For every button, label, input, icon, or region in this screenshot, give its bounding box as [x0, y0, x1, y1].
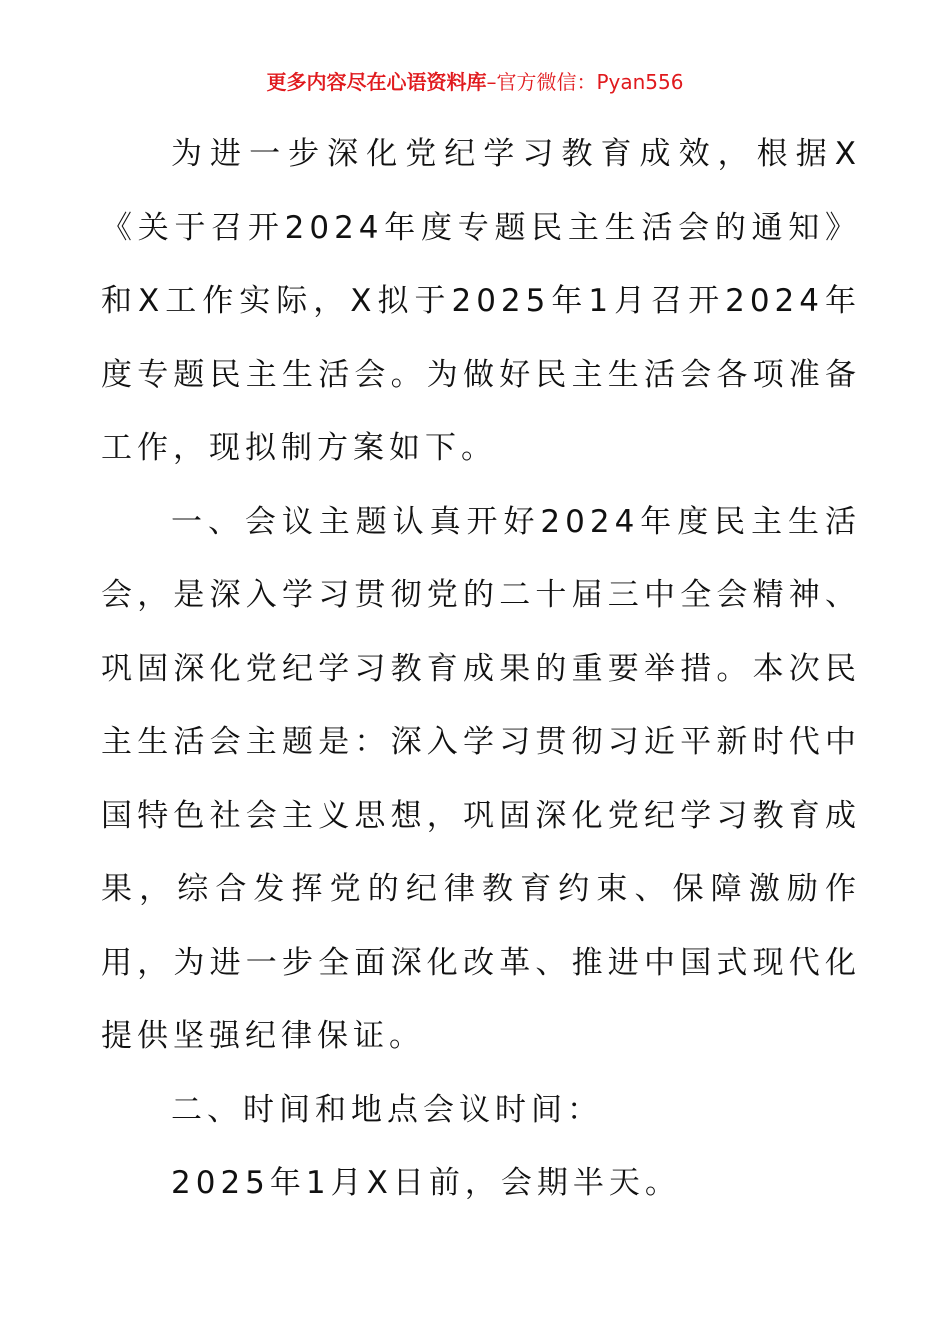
- header-promo-text: 更多内容尽在心语资料库: [266, 70, 487, 94]
- paragraph-section-two-heading: 二、时间和地点会议时间：: [171, 1091, 603, 1128]
- header-wechat-text: –官方微信：Pyan556: [486, 70, 684, 94]
- paragraph-meeting-time: 2025年1月X日前，会期半天。: [171, 1165, 681, 1201]
- paragraph-intro: 为进一步深化党纪学习教育成效，根据X《关于召开2024年度专题民主生活会的通知》和X工作实际，X拟于2025年1月召开2024年度专题民主生活会。为做好民主生活会各项准备工作，现拟制方案如下。: [101, 136, 861, 466]
- header-watermark: [0, 66, 950, 98]
- document-body: [101, 118, 861, 1221]
- paragraph-section-one: 一、会议主题认真开好2024年度民主生活会，是深入学习贯彻党的二十届三中全会精神、巩固深化党纪学习教育成果的重要举措。本次民主生活会主题是：深入学习贯彻习近平新时代中国特色社会主义思想，巩固深化党纪学习教育成果，综合发挥党的纪律教育约束、保障激励作用，为进一步全面深化改革、推进中国式现代化提供坚强纪律保证。: [101, 503, 861, 1054]
